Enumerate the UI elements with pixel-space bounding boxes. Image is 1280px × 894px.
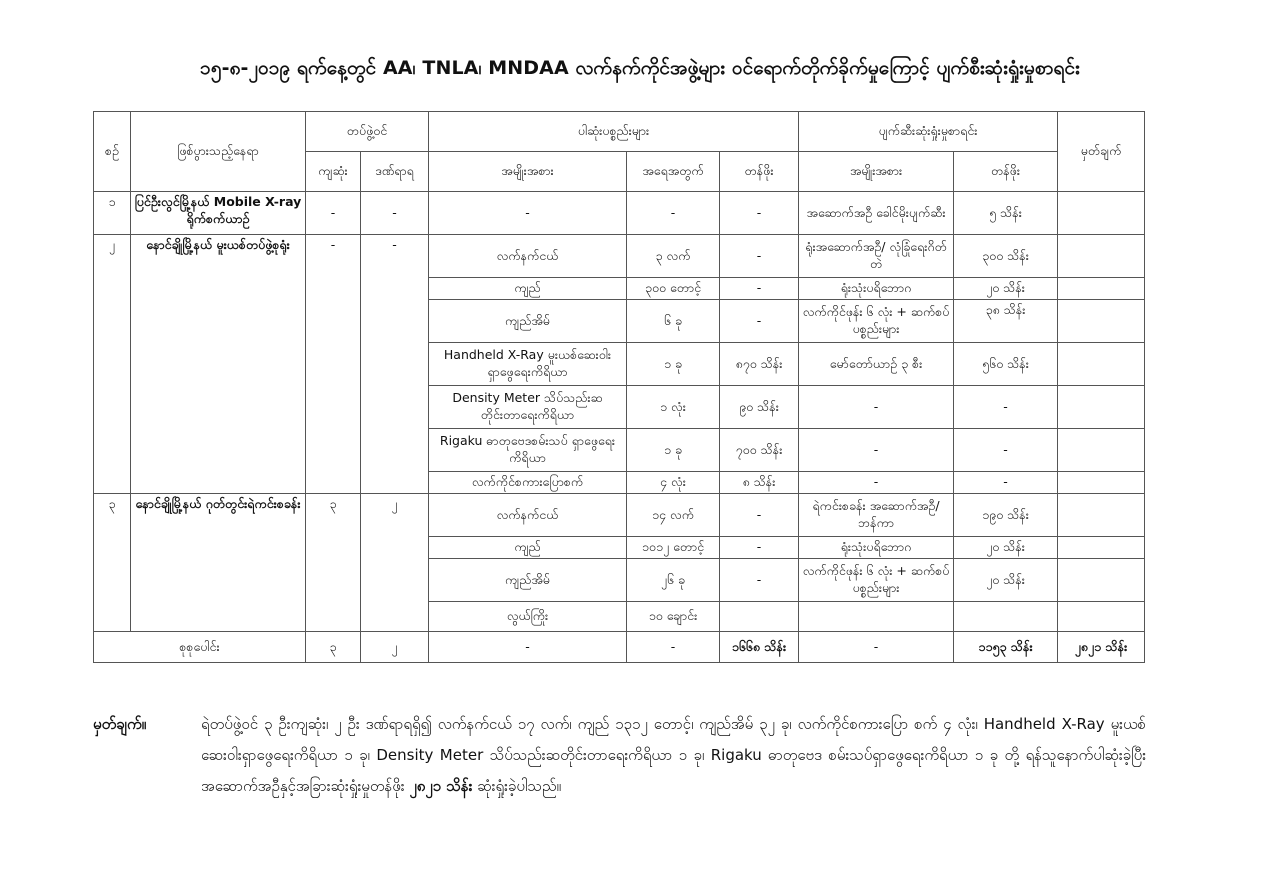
row-qty: ၁၄ လက် <box>627 494 720 537</box>
row-damage: - <box>799 386 954 429</box>
header-casualties: တပ်ဖွဲ့ဝင် <box>306 112 429 152</box>
header-injured: ဒဏ်ရာရ <box>361 152 429 192</box>
row-damage <box>799 602 954 632</box>
row-qty: ၃ လက် <box>627 235 720 278</box>
row-remarks <box>1058 429 1145 472</box>
row-item: လက်နက်ငယ် <box>429 494 627 537</box>
total-damage-value: ၁၁၅၃ သိန်း <box>954 632 1058 663</box>
total-value: ၁၆၆၈ သိန်း <box>720 632 799 663</box>
row-qty: ၆ ခု <box>627 300 720 343</box>
header-damage: ပျက်ဆီးဆုံးရှုံးမှုစာရင်း <box>799 112 1058 152</box>
row-item: - <box>429 192 627 235</box>
row-damage-value: ၅ သိန်း <box>954 192 1058 235</box>
row-value: - <box>720 300 799 343</box>
row-value: - <box>720 559 799 602</box>
row-location: နောင်ချိုမြို့နယ် ဂုတ်တွင်းရဲကင်းစခန်း <box>131 494 306 632</box>
row-damage-value: ၃၈ သိန်း <box>954 300 1058 343</box>
row-remarks <box>1058 192 1145 235</box>
row-qty: - <box>627 192 720 235</box>
total-damage: - <box>799 632 954 663</box>
header-remarks: မှတ်ချက် <box>1058 112 1145 192</box>
row-damage: ရုံးအဆောက်အဦ/ လုံခြုံရေးဂိတ်တဲ <box>799 235 954 278</box>
row-injured: - <box>361 192 429 235</box>
header-row-1 <box>94 112 1145 152</box>
row-damage: ရုံးသုံးပရိဘောဂ <box>799 278 954 300</box>
loss-table-wrapper <box>93 111 1145 663</box>
row-value: ၇၀၀ သိန်း <box>720 429 799 472</box>
total-row <box>94 632 1145 663</box>
header-lost-items: ပါဆုံးပစ္စည်းများ <box>429 112 799 152</box>
row-item: လွယ်ကြိုး <box>429 602 627 632</box>
row-damage: လက်ကိုင်ဖုန်း ၆ လုံး + ဆက်စပ်ပစ္စည်းများ <box>799 559 954 602</box>
note-text <box>201 709 1146 802</box>
header-location: ဖြစ်ပွားသည့်နေရာ <box>131 112 306 192</box>
row-item: လက်နက်ငယ် <box>429 235 627 278</box>
loss-table <box>93 111 1145 663</box>
row-remarks <box>1058 472 1145 494</box>
document-title: ၁၅-၈-၂၀၁၉ ရက်နေ့တွင် AA၊ TNLA၊ MNDAA လက်နက်ကိုင်အဖွဲ့များ ဝင်ရောက်တိုက်ခိုက်မှုကြောင့် ပျက်စီးဆုံးရှုံးမှုစာရင်း <box>200 57 1080 79</box>
total-remarks: ၂၈၂၁ သိန်း <box>1058 632 1145 663</box>
header-item-type: အမျိုးအစား <box>429 152 627 192</box>
header-value: တန်ဖိုး <box>720 152 799 192</box>
total-item: - <box>429 632 627 663</box>
row-remarks <box>1058 537 1145 559</box>
row-no: ၃ <box>94 494 131 632</box>
row-item: Density Meter သိပ်သည်းဆ တိုင်းတာရေးကိရိယာ <box>429 386 627 429</box>
row-damage-value: ၂၀ သိန်း <box>954 537 1058 559</box>
row-value: - <box>720 278 799 300</box>
row-remarks <box>1058 343 1145 386</box>
row-remarks <box>1058 300 1145 343</box>
row-no: ၁ <box>94 192 131 235</box>
note-amount: ၂၈၂၁ သိန်း <box>409 777 473 795</box>
row-remarks <box>1058 494 1145 537</box>
total-killed: ၃ <box>306 632 361 663</box>
row-location: နောင်ချိုမြို့နယ် မူးယစ်တပ်ဖွဲ့စုရုံး <box>131 235 306 494</box>
row-item: Rigaku ဓာတုဗေဒစမ်းသပ် ရှာဖွေရေးကိရိယာ <box>429 429 627 472</box>
row-damage-value: ၂၀ သိန်း <box>954 559 1058 602</box>
row-damage: အဆောက်အဦ ခေါင်မိုးပျက်ဆီး <box>799 192 954 235</box>
row-qty: ၁ ခု <box>627 343 720 386</box>
row-value: - <box>720 235 799 278</box>
header-quantity: အရေအတွက် <box>627 152 720 192</box>
header-damage-value: တန်ဖိုး <box>954 152 1058 192</box>
row-value: - <box>720 494 799 537</box>
row-damage: - <box>799 429 954 472</box>
row-qty: ၃၀၀ တောင့် <box>627 278 720 300</box>
row-damage-value: - <box>954 429 1058 472</box>
row-injured: ၂ <box>361 494 429 632</box>
row-remarks <box>1058 386 1145 429</box>
row-damage-value: ၁၉၀ သိန်း <box>954 494 1058 537</box>
row-value: ၈၇၀ သိန်း <box>720 343 799 386</box>
note-text-before: ရဲတပ်ဖွဲ့ဝင် ၃ ဦးကျဆုံး၊ ၂ ဦး ဒဏ်ရာရရှိ၍ လက်နက်ငယ် ၁၇ လက်၊ ကျည် ၁၃၁၂ တောင့်၊ ကျည်အိမ် ၃၂ ခု၊ လက်ကိုင်စကားပြော စက် ၄ လုံး၊ Handheld X-Ray မူးယစ်ဆေးဝါးရှာဖွေရေးကိရိယာ ၁ ခု၊ Density Meter သိပ်သည်းဆတိုင်းတာရေးကိရိယာ ၁ ခု၊ Rigaku ဓာတုဗေဒ စမ်းသပ်ရှာဖွေရေးကိရိယာ ၁ ခု တို့ ရန်သူနောက်ပါဆုံးခဲ့ပြီး အဆောက်အဦနှင့်အခြားဆုံးရှုံးမှုတန်ဖိုး <box>201 715 1146 795</box>
row-damage-value: ၅၆၀ သိန်း <box>954 343 1058 386</box>
note-label: မှတ်ချက်။ <box>93 715 147 733</box>
row-killed: - <box>306 235 361 494</box>
row-damage-value: - <box>954 472 1058 494</box>
row-qty: ၁ လုံး <box>627 386 720 429</box>
row-damage-value: ၃၀၀ သိန်း <box>954 235 1058 278</box>
row-item: လက်ကိုင်စကားပြောစက် <box>429 472 627 494</box>
row-value: ၈ သိန်း <box>720 472 799 494</box>
row-damage-value <box>954 602 1058 632</box>
header-damage-type: အမျိုးအစား <box>799 152 954 192</box>
row-qty: ၂၆ ခု <box>627 559 720 602</box>
note-text-after: ဆုံးရှုံးခဲ့ပါသည်။ <box>472 777 562 795</box>
row-qty: ၄ လုံး <box>627 472 720 494</box>
header-killed: ကျဆုံး <box>306 152 361 192</box>
row-damage-value: - <box>954 386 1058 429</box>
row-qty: ၁၀ ချောင်း <box>627 602 720 632</box>
row-qty: ၁ ခု <box>627 429 720 472</box>
row-value: - <box>720 537 799 559</box>
row-value <box>720 602 799 632</box>
row-damage: လက်ကိုင်ဖုန်း ၆ လုံး + ဆက်စပ်ပစ္စည်းများ <box>799 300 954 343</box>
row-damage-value: ၂၀ သိန်း <box>954 278 1058 300</box>
row-injured: - <box>361 235 429 494</box>
row-remarks <box>1058 235 1145 278</box>
row-location: ပြင်ဦးလွင်မြို့နယ် Mobile X-ray ရိုက်စက်ယာဉ် <box>131 192 306 235</box>
row-killed: - <box>306 192 361 235</box>
row-item: ကျည် <box>429 537 627 559</box>
row-remarks <box>1058 602 1145 632</box>
total-label: စုစုပေါင်း <box>94 632 306 663</box>
row-damage: - <box>799 472 954 494</box>
header-no: စဉ် <box>94 112 131 192</box>
row-value: - <box>720 192 799 235</box>
row-killed: ၃ <box>306 494 361 632</box>
row-item: Handheld X-Ray မူးယစ်ဆေးဝါး ရှာဖွေရေးကိရိယာ <box>429 343 627 386</box>
row-item: ကျည် <box>429 278 627 300</box>
table-row <box>94 235 1145 278</box>
total-qty: - <box>627 632 720 663</box>
row-item: ကျည်အိမ် <box>429 559 627 602</box>
row-qty: ၁၀၁၂ တောင့် <box>627 537 720 559</box>
row-remarks <box>1058 278 1145 300</box>
row-item: ကျည်အိမ် <box>429 300 627 343</box>
row-damage: ရဲကင်းစခန်း အဆောက်အဦ/ ဘန်ကာ <box>799 494 954 537</box>
table-row <box>94 192 1145 235</box>
row-remarks <box>1058 559 1145 602</box>
row-no: ၂ <box>94 235 131 494</box>
row-damage: မော်တော်ယာဉ် ၃ စီး <box>799 343 954 386</box>
total-injured: ၂ <box>361 632 429 663</box>
row-value: ၉၀ သိန်း <box>720 386 799 429</box>
table-row <box>94 494 1145 537</box>
row-damage: ရုံးသုံးပရိဘောဂ <box>799 537 954 559</box>
